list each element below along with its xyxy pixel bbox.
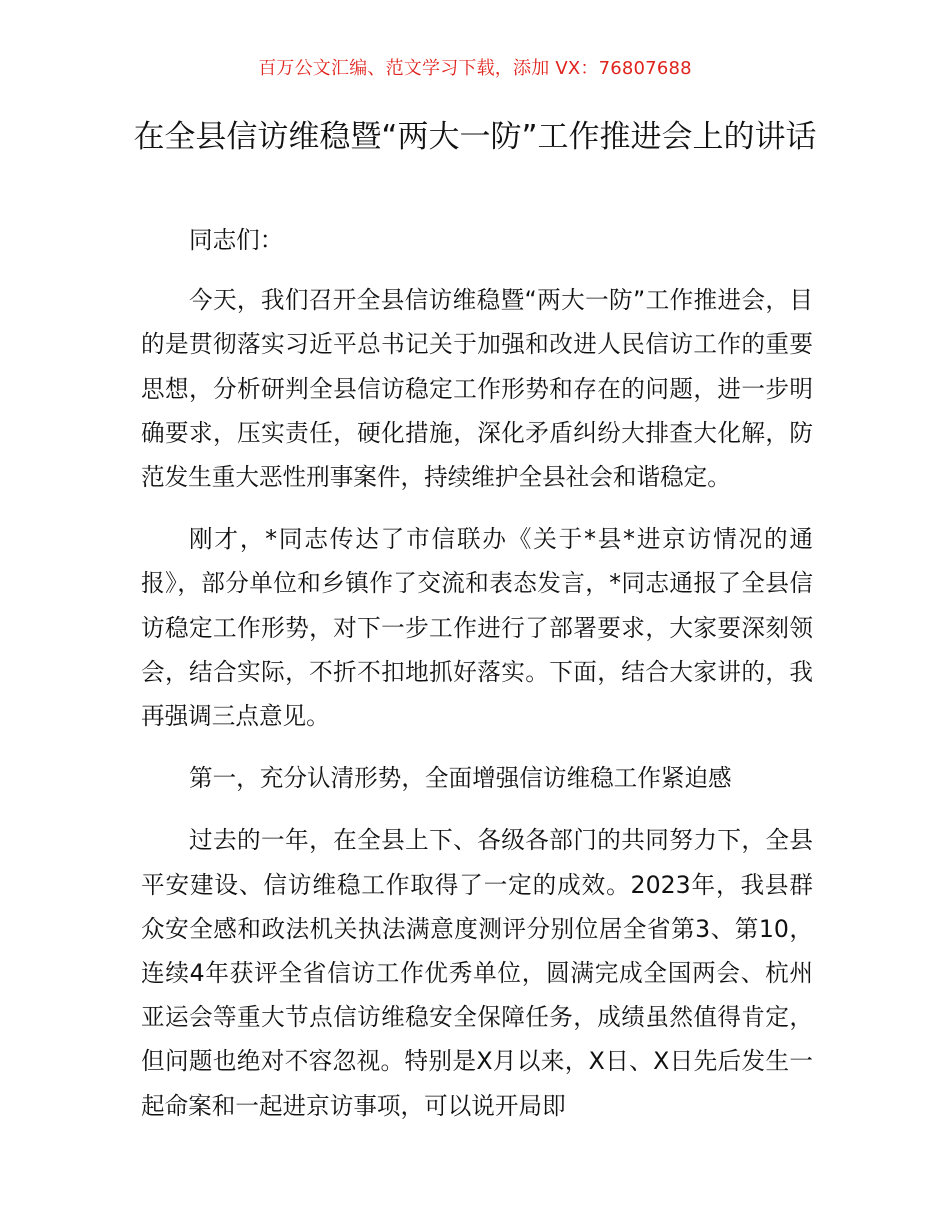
salutation: 同志们： xyxy=(189,226,284,254)
paragraph-review: 过去的一年，在全县上下、各级各部门的共同努力下，全县平安建设、信访维稳工作取得了一定的成效。2023年，我县群众安全感和政法机关执法满意度测评分别位居全省第3、第10，连续4年获评全省信访工作优秀单位，圆满完成全国两会、杭州亚运会等重大节点信访维稳安全保障任务，成绩虽然值得肯定，但问题也绝对不容忽视。特别是X月以来，X日、X日先后发生一起命案和一起进京访事项，可以说开局即 xyxy=(141,826,813,1120)
promo-header-note: 百万公文汇编、范文学习下载，添加 VX：76807688 xyxy=(258,58,692,79)
document-body xyxy=(141,218,813,1146)
paragraph-summary: 刚才，*同志传达了市信联办《关于*县*进京访情况的通报》，部分单位和乡镇作了交流和表态发言，*同志通报了全县信访稳定工作形势，对下一步工作进行了部署要求，大家要深刻领会，结合实际，不折不扣地抓好落实。下面，结合大家讲的，我再强调三点意见。 xyxy=(141,525,813,731)
paragraph-opening: 今天，我们召开全县信访维稳暨“两大一防”工作推进会，目的是贯彻落实习近平总书记关于加强和改进人民信访工作的重要思想，分析研判全县信访稳定工作形势和存在的问题，进一步明确要求，压实责任，硬化措施，深化矛盾纠纷大排查大化解，防范发生重大恶性刑事案件，持续维护全县社会和谐稳定。 xyxy=(141,286,813,492)
document-title: 在全县信访维稳暨“两大一防”工作推进会上的讲话 xyxy=(133,119,817,155)
section-heading-first: 第一，充分认清形势，全面增强信访维稳工作紧迫感 xyxy=(189,764,732,793)
